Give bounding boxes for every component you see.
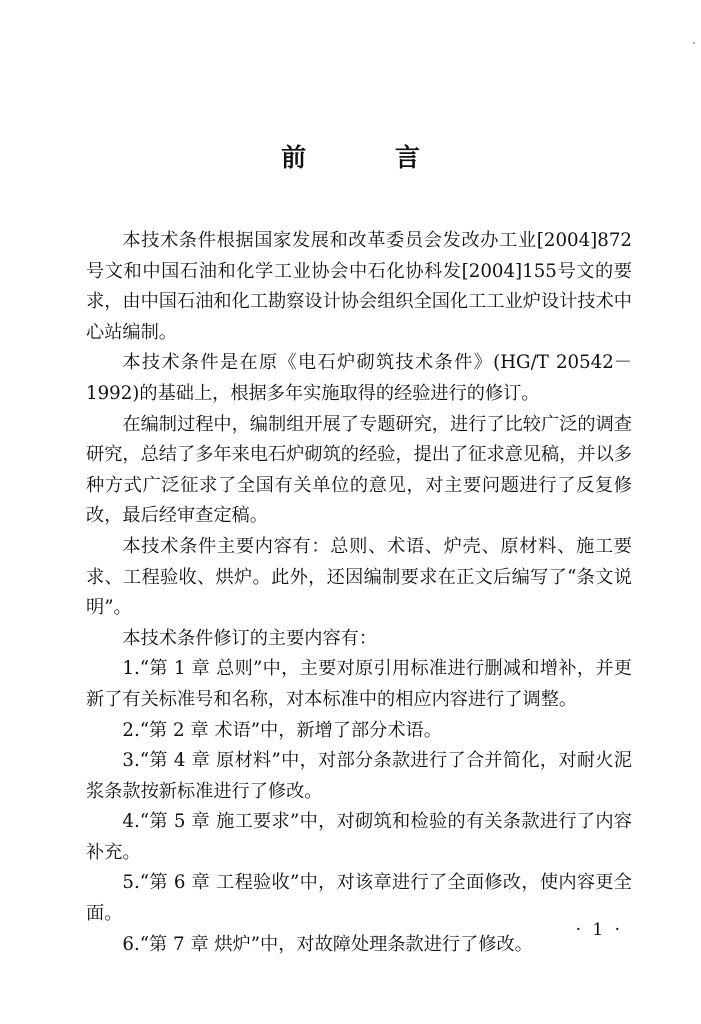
- scan-speck: [693, 42, 695, 44]
- paragraph-5: 本技术条件修订的主要内容有：: [122, 627, 378, 649]
- list-item-3: 3.“第 4 章 原材料”中，对部分条款进行了合并简化，对耐火泥浆条款按新标准进行了修改。: [86, 750, 632, 802]
- page-title: 前 言: [281, 143, 460, 172]
- paragraph-1: 本技术条件根据国家发展和改革委员会发改办工业[2004]872号文和中国石油和化学工业协会中石化协科发[2004]155号文的要求，由中国石油和化工勘察设计协会组织全国化工工业炉设计技术中心站编制。: [86, 230, 632, 343]
- list-item-6: 6.“第 7 章 烘炉”中，对故障处理条款进行了修改。: [122, 933, 533, 955]
- list-item-1: 1.“第 1 章 总则”中，主要对原引用标准进行删减和增补，并更新了有关标准号和名称，对本标准中的相应内容进行了调整。: [86, 658, 632, 710]
- paragraph-3: 在编制过程中，编制组开展了专题研究，进行了比较广泛的调查研究，总结了多年来电石炉砌筑的经验，提出了征求意见稿，并以多种方式广泛征求了全国有关单位的意见，对主要问题进行了反复修改，最后经审查定稿。: [86, 413, 632, 527]
- paragraph-4: 本技术条件主要内容有：总则、术语、炉壳、原材料、施工要求、工程验收、烘炉。此外，还因编制要求在正文后编写了“条文说明”。: [86, 535, 632, 619]
- list-item-4: 4.“第 5 章 施工要求”中，对砌筑和检验的有关条款进行了内容补充。: [86, 811, 632, 863]
- preface-body: [86, 226, 632, 960]
- list-item-5: 5.“第 6 章 工程验收”中，对该章进行了全面修改，使内容更全面。: [86, 872, 632, 925]
- page-number: · 1 ·: [575, 920, 623, 940]
- list-item-2: 2.“第 2 章 术语”中，新增了部分术语。: [122, 719, 442, 741]
- paragraph-2: 本技术条件是在原《电石炉砌筑技术条件》(HG/T 20542－1992)的基础上，根据多年实施取得的经验进行的修订。: [86, 352, 632, 404]
